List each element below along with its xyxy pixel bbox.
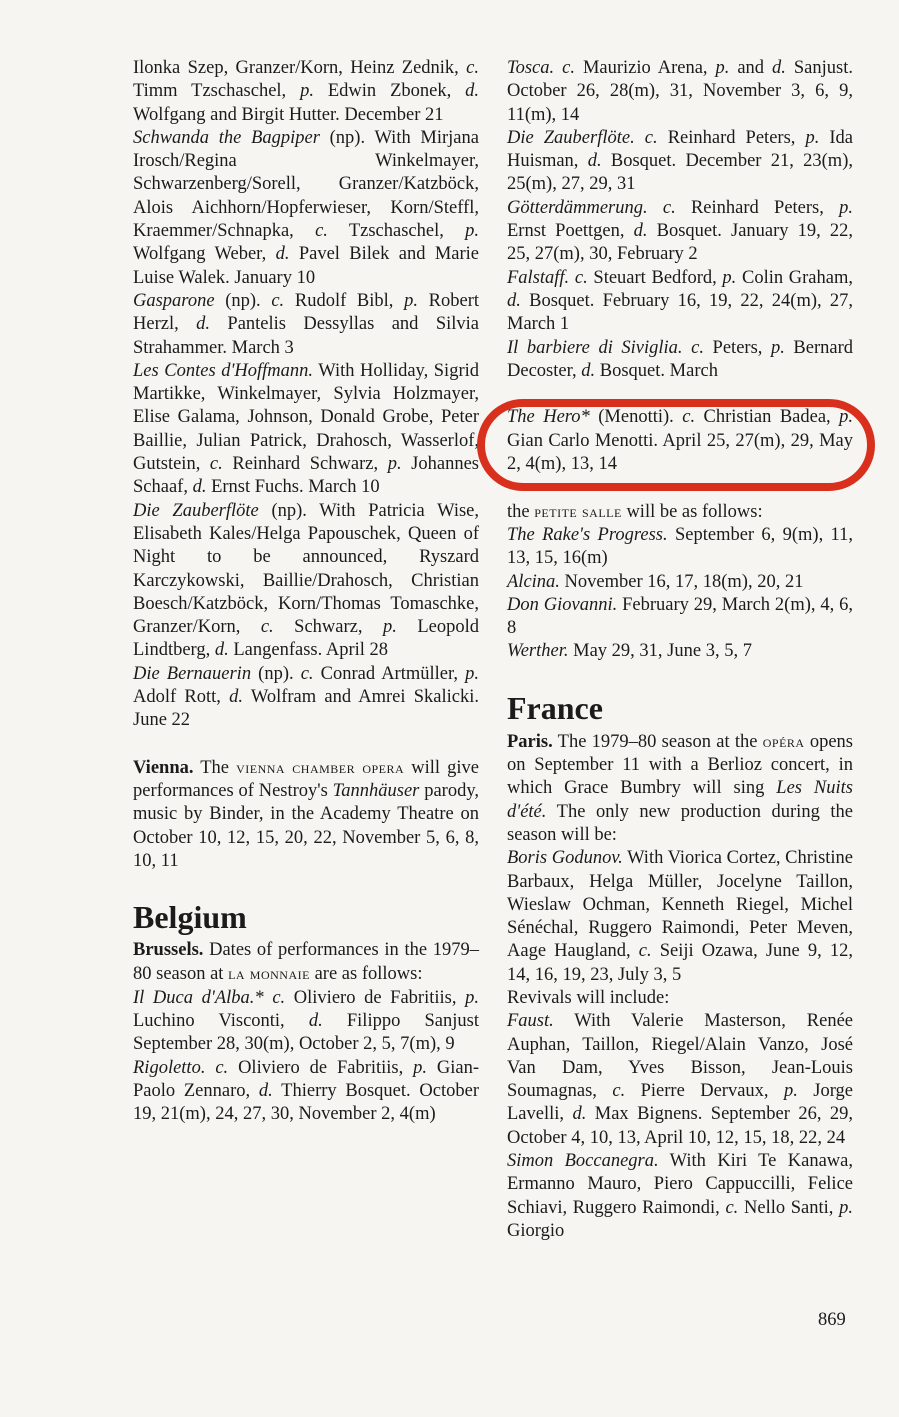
text-run: Jorge Lavelli,	[507, 1081, 853, 1125]
italic-text: d.	[275, 244, 290, 265]
text-run: Bosquet. December 21, 23(m), 25(m), 27, 29, 31	[507, 151, 853, 195]
italic-text: c.	[209, 454, 223, 475]
text-run: Colin Graham,	[736, 267, 853, 288]
text-run	[205, 1058, 215, 1078]
italic-text: Tosca.	[507, 58, 555, 78]
italic-text: p.	[465, 987, 479, 1008]
italic-text: Götterdämmerung.	[507, 197, 648, 218]
listing-paragraph	[507, 847, 853, 987]
text-run: the	[507, 501, 535, 522]
text-run: Ernst Poettgen,	[507, 221, 634, 242]
listing-paragraph	[507, 640, 853, 663]
text-run: With Holliday, Sigrid Martikke, Winkelmayer, Sylvia Holzmayer, Elise Galama, Johnson, Donald Grobe, Peter Baillie, Julian Patrick, Drahosch, Wasserlof, Gutstein,	[133, 360, 480, 475]
listing-paragraph	[133, 290, 479, 360]
text-run: Dates of performances in the 1979–80 season at	[133, 940, 479, 985]
italic-text: d.	[308, 1010, 323, 1031]
italic-text: c.	[562, 58, 575, 78]
listing-paragraph	[507, 1010, 853, 1150]
text-run: Ida Huisman,	[507, 127, 854, 172]
italic-text: p.	[465, 221, 479, 242]
text-run: Luchino Visconti,	[133, 1010, 309, 1031]
city-label: Paris.	[507, 731, 553, 752]
text-run: Seiji Ozawa, June 9, 12, 14, 16, 19, 23, July 3, 5	[507, 941, 853, 985]
listing-paragraph	[507, 197, 853, 267]
text-run: (np).	[251, 663, 301, 684]
italic-text: c.	[315, 221, 328, 242]
italic-text: Schwanda the Bagpiper	[133, 127, 320, 148]
text-run: September 6, 9(m), 11, 13, 15, 16(m)	[507, 524, 853, 569]
italic-text: Il barbiere di Siviglia.	[507, 337, 683, 358]
italic-text: Rigoletto.	[133, 1057, 206, 1078]
italic-text: p.	[404, 290, 418, 311]
italic-text: c.	[574, 267, 588, 288]
venue-name: opéra	[762, 731, 805, 751]
text-run: Adolf Rott,	[133, 687, 230, 708]
text-run: Giorgio	[507, 1220, 565, 1241]
italic-text: p.	[300, 81, 314, 102]
italic-text: c.	[725, 1197, 739, 1218]
text-run: Reinhard Peters,	[657, 127, 806, 148]
text-run: Bosquet. January 19, 22, 25, 27(m), 30, February 2	[507, 221, 853, 265]
italic-text: Les Nuits d'été.	[507, 778, 853, 822]
italic-text: d.	[258, 1080, 273, 1101]
italic-text: c.	[662, 197, 676, 218]
italic-text: Gasparone	[133, 290, 215, 311]
text-run: Langenfass. April 28	[228, 640, 389, 661]
listing-paragraph	[133, 939, 479, 987]
text-run: Schwarz,	[273, 617, 383, 638]
text-run: (np). With Patricia Wise, Elisabeth Kales/Helga Papouschek, Queen of Night to be announced, Ryszard Karczykowski, Baillie/Drahosch, Christian Boesch/Katzböck, Korn/Thomas Tomaschke, Granzer/Korn,	[133, 500, 479, 638]
listing-paragraph	[507, 571, 853, 594]
venue-name: petite salle	[534, 501, 622, 521]
italic-text: Die Zauberflöte.	[507, 127, 635, 148]
text-run: Pierre Dervaux,	[625, 1081, 784, 1102]
italic-text: Falstaff.	[507, 267, 570, 288]
listing-paragraph	[507, 267, 853, 337]
city-label: Brussels.	[133, 940, 204, 961]
right-column	[507, 57, 853, 1243]
text-run: Leopold Lindtberg,	[133, 617, 479, 661]
text-run: The	[193, 757, 237, 778]
listing-paragraph	[507, 524, 853, 571]
italic-text: d.	[633, 221, 648, 242]
section-heading-france: France	[507, 689, 603, 726]
italic-text: c.	[644, 127, 658, 148]
italic-text: Die Bernauerin	[133, 663, 252, 684]
italic-text: p.	[387, 454, 402, 475]
text-run: Nello Santi,	[738, 1197, 840, 1218]
italic-text: Tannhäuser	[332, 780, 420, 801]
italic-text: p.	[413, 1057, 427, 1078]
text-run: are as follows:	[309, 964, 423, 985]
city-label: Vienna.	[133, 757, 194, 778]
text-run: Reinhard Schwarz,	[222, 454, 388, 475]
italic-text: p.	[839, 197, 853, 218]
italic-text: Werther.	[507, 641, 569, 662]
italic-text: d.	[572, 1104, 587, 1125]
text-run: (Menotti).	[589, 407, 683, 428]
text-run: November 16, 17, 18(m), 20, 21	[559, 571, 804, 592]
listing-paragraph	[133, 500, 479, 663]
text-run: Bosquet. March	[595, 360, 718, 381]
italic-text: c.	[682, 407, 696, 428]
text-run: Christian Badea,	[695, 407, 840, 428]
listing-paragraph	[507, 1150, 853, 1243]
listing-paragraph	[507, 337, 853, 384]
text-run: Gian Carlo Menotti. April 25, 27(m), 29, May 2, 4(m), 13, 14	[507, 430, 853, 475]
italic-text: c.	[215, 1057, 229, 1078]
text-run	[507, 384, 512, 404]
text-run: May 29, 31, June 3, 5, 7	[568, 641, 752, 662]
text-run: Oliviero de Fabritiis,	[285, 987, 466, 1008]
text-run: With Viorica Cortez, Christine Barbaux, Helga Müller, Jocelyne Taillon, Wieslaw Ochman, Kenneth Riegel, Michel Sénéchal, Ruggero Raimondi, Peter Meven, Aage Haugland,	[507, 848, 854, 962]
text-run: Edwin Zbonek,	[313, 81, 466, 102]
text-run: Wolfgang Weber,	[133, 244, 276, 265]
text-run: Maurizio Arena,	[574, 58, 716, 78]
listing-paragraph	[133, 756, 479, 873]
listing-paragraph	[133, 57, 479, 127]
listing-paragraph	[507, 500, 853, 524]
text-run: opens on September 11 with a Berlioz concert, in which Grace Bumbry will sing	[507, 731, 853, 799]
italic-text: p.	[715, 58, 730, 78]
italic-text: c.	[271, 290, 285, 311]
listing-paragraph	[133, 987, 479, 1057]
venue-name: la monnaie	[228, 964, 310, 984]
text-run: Conrad Artmüller,	[313, 663, 466, 684]
text-run: Bosquet. February 16, 19, 22, 24(m), 27, March 1	[507, 290, 853, 335]
text-run: The only new production during the season will be:	[507, 801, 853, 845]
text-run: Reinhard Peters,	[675, 197, 840, 218]
italic-text: p.	[382, 617, 397, 638]
text-run: Filippo Sanjust September 28, 30(m), October 2, 5, 7(m), 9	[133, 1010, 479, 1055]
italic-text: p.	[805, 127, 820, 148]
text-run: With Valerie Masterson, Renée Auphan, Taillon, Riegel/Alain Vanzo, José Van Dam, Yves Bisson, Jean-Louis Soumagnas,	[507, 1011, 853, 1102]
italic-text: d.	[196, 314, 210, 335]
listing-paragraph	[133, 663, 479, 733]
text-run: (np). With Mirjana Irosch/Regina Winkelmayer, Schwarzenberg/Sorell, Granzer/Katzböck, Alois Aichhorn/Hopferwieser, Korn/Steffl, Kraemmer/Schnapka,	[133, 127, 479, 242]
italic-text: p.	[839, 1197, 853, 1218]
italic-text: c.	[272, 987, 286, 1008]
italic-text: d.	[229, 687, 243, 708]
text-run: Oliviero de Fabritiis,	[228, 1057, 414, 1078]
italic-text: Alcina.	[507, 571, 560, 592]
text-run: will be as follows:	[621, 501, 763, 522]
text-run: Max Bignens. September 26, 29, October 4, 10, 13, April 10, 12, 15, 18, 22, 24	[507, 1104, 853, 1148]
listing-paragraph	[133, 127, 479, 290]
text-run: Ilonka Szep, Granzer/Korn, Heinz Zednik,	[133, 58, 467, 78]
italic-text: d.	[465, 81, 479, 102]
italic-text: p.	[465, 663, 479, 684]
text-run: Ernst Fuchs. March 10	[206, 477, 380, 498]
listing-paragraph	[507, 57, 853, 127]
italic-text: The Hero*	[507, 407, 590, 428]
listing-paragraph	[507, 987, 853, 1010]
text-run: Johannes Schaaf,	[133, 454, 479, 498]
text-run: Sanjust. October 26, 28(m), 31, November 3, 6, 9, 11(m), 14	[507, 58, 853, 125]
italic-text: d.	[507, 290, 521, 311]
obscured-line	[507, 383, 853, 406]
listing-paragraph	[133, 360, 479, 500]
italic-text: d.	[192, 477, 207, 498]
section-heading-belgium: Belgium	[133, 899, 247, 936]
listing-paragraph	[133, 1057, 479, 1127]
text-run: February 29, March 2(m), 4, 6, 8	[507, 594, 853, 639]
venue-name: vienna chamber opera	[236, 757, 405, 777]
left-column	[133, 57, 479, 1126]
italic-text: Il Duca d'Alba.*	[133, 987, 264, 1008]
text-run: and	[729, 58, 773, 78]
italic-text: Boris Godunov.	[507, 848, 623, 869]
italic-text: c.	[300, 663, 314, 684]
italic-text: Die Zauberflöte	[133, 500, 259, 521]
text-run	[635, 128, 645, 148]
text-run	[507, 477, 512, 497]
obscured-line	[507, 476, 853, 499]
text-run: Peters,	[703, 337, 771, 358]
text-run: Steuart Bedford,	[587, 267, 723, 288]
text-run: Pantelis Dessyllas and Silvia Strahammer. March 3	[133, 314, 479, 358]
text-run: Thierry Bosquet. October 19, 21(m), 24, 27, 30, November 2, 4(m)	[133, 1080, 479, 1125]
italic-text: Les Contes d'Hoffmann.	[133, 360, 314, 381]
text-run: Bernard Decoster,	[507, 337, 853, 381]
italic-text: p.	[783, 1081, 798, 1102]
italic-text: c.	[612, 1081, 626, 1102]
italic-text: d.	[214, 640, 229, 661]
listing-paragraph	[507, 594, 853, 641]
text-run: Wolfram and Amrei Skalicki. June 22	[133, 687, 479, 731]
text-run: Timm Tzschaschel,	[133, 81, 301, 102]
text-run: Revivals will include:	[507, 987, 670, 1008]
italic-text: Faust.	[507, 1011, 554, 1032]
italic-text: p.	[722, 267, 737, 288]
italic-text: d.	[581, 360, 596, 381]
listing-paragraph	[507, 127, 853, 197]
italic-text: c.	[466, 58, 479, 78]
text-run	[648, 198, 663, 218]
italic-text: c.	[638, 941, 652, 962]
text-run: (np).	[214, 290, 272, 311]
text-run: Tzschaschel,	[327, 221, 466, 242]
italic-text: d.	[587, 151, 602, 172]
text-run: will give performances of Nestroy's	[133, 757, 479, 801]
italic-text: p.	[839, 407, 853, 428]
italic-text: Don Giovanni.	[507, 594, 618, 615]
text-run: Rudolf Bibl,	[284, 290, 405, 311]
italic-text: Simon Boccanegra.	[507, 1151, 659, 1172]
listing-paragraph	[507, 730, 853, 847]
text-run: Gian-Paolo Zennaro,	[133, 1057, 480, 1101]
italic-text: c.	[260, 617, 274, 638]
text-run: The 1979–80 season at the	[552, 731, 763, 752]
text-run: Robert Herzl,	[133, 290, 479, 335]
text-run: parody, music by Binder, in the Academy Theatre on October 10, 12, 15, 20, 22, November 5, 6, 8, 10, 11	[133, 780, 479, 871]
italic-text: c.	[691, 337, 704, 358]
italic-text: p.	[770, 337, 785, 358]
text-run	[554, 58, 562, 78]
listing-paragraph	[507, 406, 853, 476]
text-run: With Kiri Te Kanawa, Ermanno Mauro, Piero Cappuccilli, Felice Schiavi, Ruggero Raimondi,	[507, 1151, 853, 1218]
page-number: 869	[818, 1310, 846, 1330]
text-run: Wolfgang and Birgit Hutter. December 21	[133, 104, 444, 125]
italic-text: The Rake's Progress.	[507, 524, 668, 545]
text-run: Pavel Bilek and Marie Luise Walek. January 10	[133, 244, 479, 288]
italic-text: d.	[772, 58, 786, 78]
text-run	[683, 338, 692, 358]
